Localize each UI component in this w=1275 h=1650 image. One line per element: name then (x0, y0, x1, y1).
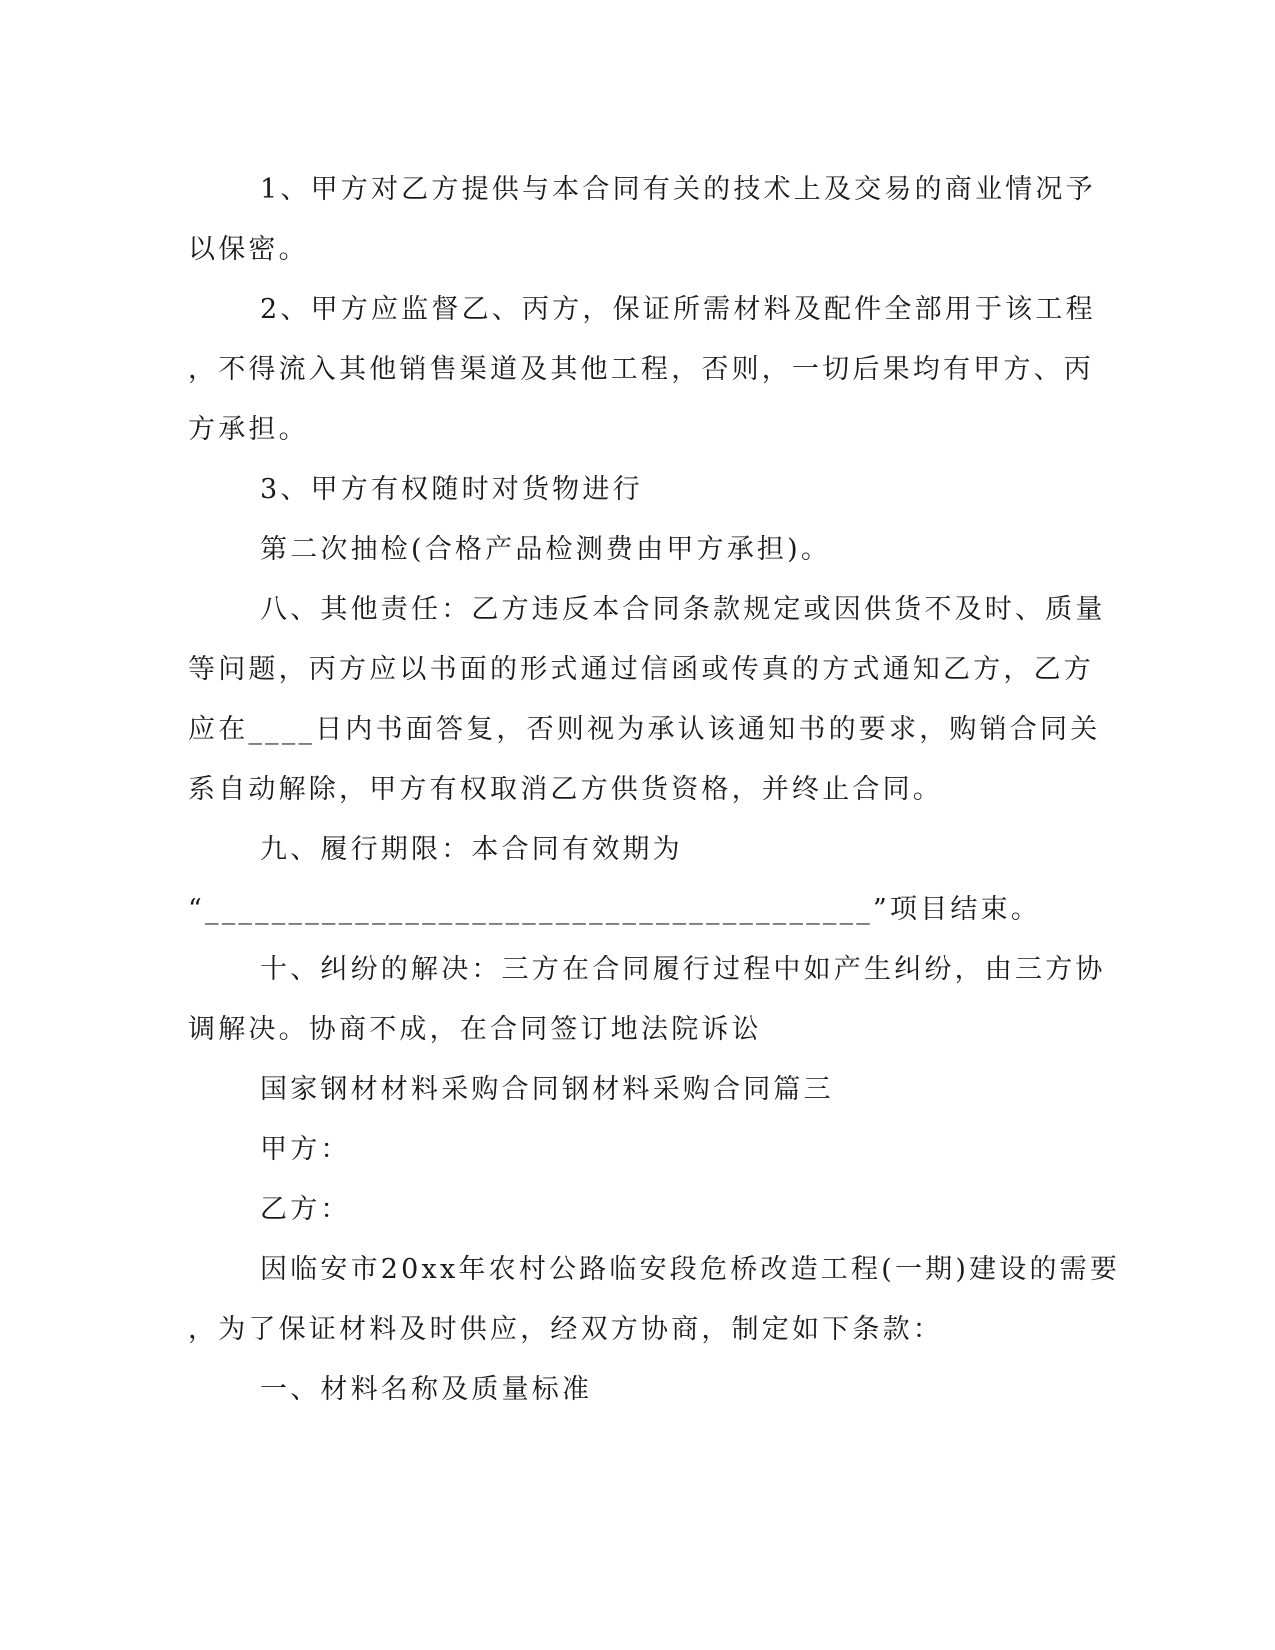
paragraph-line: 因临安市20xx年农村公路临安段危桥改造工程(一期)建设的需要 (260, 1254, 1121, 1285)
section-heading: 国家钢材材料采购合同钢材料采购合同篇三 (260, 1074, 834, 1105)
party-a-label: 甲方： (260, 1134, 351, 1165)
paragraph-line: ，为了保证材料及时供应，经双方协商，制定如下条款： (188, 1314, 943, 1345)
paragraph-line: 调解决。协商不成，在合同签订地法院诉讼 (188, 1014, 762, 1045)
paragraph-line: 第二次抽检(合格产品检测费由甲方承担)。 (260, 534, 832, 565)
paragraph-line: 以保密。 (188, 234, 309, 265)
paragraph-line: ，不得流入其他销售渠道及其他工程，否则，一切后果均有甲方、丙 (188, 354, 1094, 385)
party-b-label: 乙方： (260, 1194, 351, 1225)
document-body (188, 160, 1121, 1420)
paragraph-line: 等问题，丙方应以书面的形式通过信函或传真的方式通知乙方，乙方 (188, 654, 1094, 685)
paragraph-line: 2、甲方应监督乙、丙方，保证所需材料及配件全部用于该工程 (260, 294, 1096, 325)
paragraph-line: 方承担。 (188, 414, 309, 445)
paragraph-line: 应在____日内书面答复，否则视为承认该通知书的要求，购销合同关 (188, 714, 1101, 745)
paragraph-line: 3、甲方有权随时对货物进行 (260, 474, 643, 505)
paragraph-line: 九、履行期限：本合同有效期为 (260, 834, 683, 865)
paragraph-line: 系自动解除，甲方有权取消乙方供货资格，并终止合同。 (188, 774, 943, 805)
clause-heading: 一、材料名称及质量标准 (260, 1374, 593, 1405)
paragraph-line: 八、其他责任：乙方违反本合同条款规定或因供货不及时、质量 (260, 594, 1106, 625)
paragraph-line: “________________________________________”项目结束。 (188, 894, 1042, 925)
paragraph-line: 十、纠纷的解决：三方在合同履行过程中如产生纠纷，由三方协 (260, 954, 1106, 985)
paragraph-line: 1、甲方对乙方提供与本合同有关的技术上及交易的商业情况予 (260, 174, 1096, 205)
